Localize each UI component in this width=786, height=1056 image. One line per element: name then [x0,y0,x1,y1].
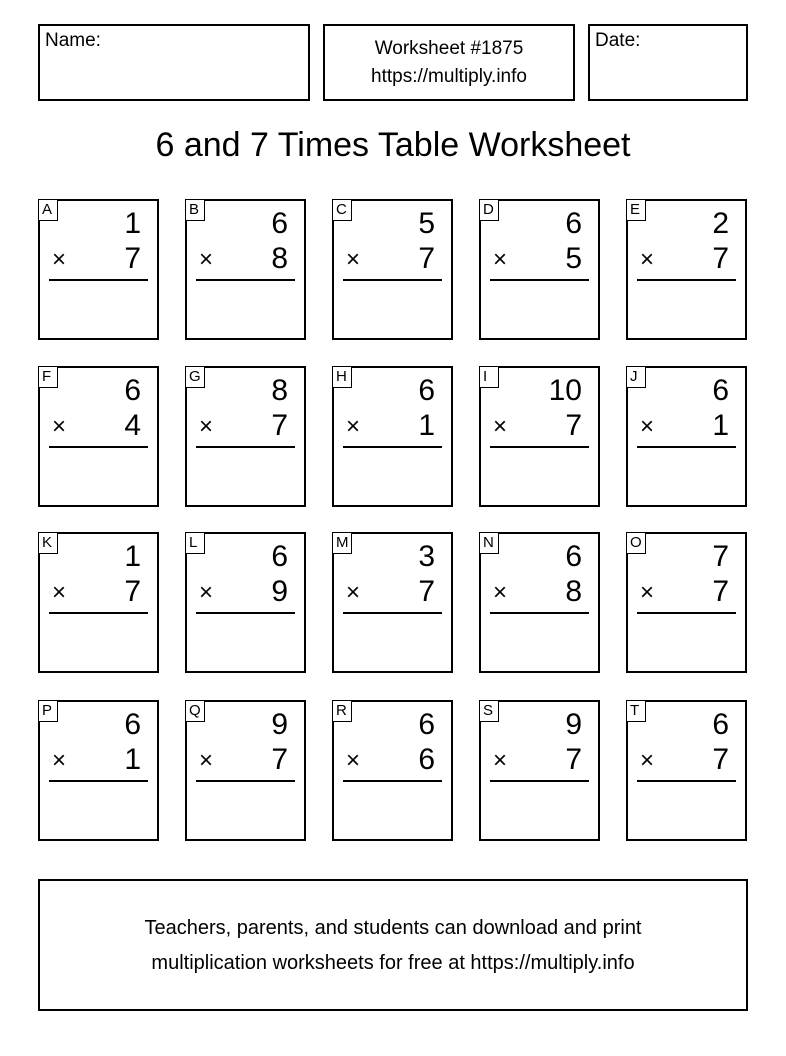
footer-line-1: Teachers, parents, and students can download and print [144,917,642,939]
problem-label: H [332,366,352,388]
multiplier: 7 [418,575,435,608]
answer-line [490,612,589,614]
multiplicand: 8 [271,374,288,407]
times-sign: × [199,246,214,273]
answer-line [637,612,736,614]
problem-label: R [332,700,352,722]
answer-line [49,279,148,281]
multiplicand: 1 [124,207,141,240]
times-sign: × [346,747,361,774]
multiplier: 4 [124,409,141,442]
answer-line [637,279,736,281]
problem-card-c[interactable] [332,199,453,340]
problem-label: E [626,199,646,221]
multiplicand: 10 [548,374,582,407]
answer-line [637,780,736,782]
times-sign: × [52,246,67,273]
answer-line [490,780,589,782]
times-sign: × [640,579,655,606]
problem-label: M [332,532,352,554]
answer-line [49,612,148,614]
times-sign: × [199,579,214,606]
problem-label: G [185,366,205,388]
problem-label: I [479,366,499,388]
problem-card-m[interactable] [332,532,453,673]
multiplicand: 6 [565,207,582,240]
problem-card-k[interactable] [38,532,159,673]
problem-label: J [626,366,646,388]
problem-label: K [38,532,58,554]
problem-label: B [185,199,205,221]
problem-label: T [626,700,646,722]
answer-line [637,446,736,448]
multiplicand: 6 [124,374,141,407]
multiplicand: 9 [565,708,582,741]
multiplier: 8 [271,242,288,275]
site-url: https://multiply.info [371,66,527,87]
multiplicand: 2 [712,207,729,240]
multiplicand: 1 [124,540,141,573]
times-sign: × [640,747,655,774]
multiplier: 7 [271,743,288,776]
problem-card-b[interactable] [185,199,306,340]
times-sign: × [493,747,508,774]
multiplier: 8 [565,575,582,608]
answer-line [49,780,148,782]
answer-line [343,446,442,448]
answer-line [49,446,148,448]
multiplier: 7 [124,575,141,608]
multiplicand: 6 [271,540,288,573]
answer-line [196,780,295,782]
multiplicand: 6 [712,374,729,407]
multiplicand: 7 [712,540,729,573]
times-sign: × [52,579,67,606]
problem-label: S [479,700,499,722]
multiplier: 1 [124,743,141,776]
problem-card-i[interactable] [479,366,600,507]
multiplicand: 6 [418,374,435,407]
answer-line [343,780,442,782]
multiplicand: 6 [712,708,729,741]
multiplier: 7 [712,575,729,608]
answer-line [490,446,589,448]
problem-card-l[interactable] [185,532,306,673]
multiplicand: 6 [124,708,141,741]
problem-label: C [332,199,352,221]
multiplier: 9 [271,575,288,608]
problem-card-g[interactable] [185,366,306,507]
multiplier: 5 [565,242,582,275]
answer-line [196,612,295,614]
multiplier: 1 [418,409,435,442]
problem-label: O [626,532,646,554]
multiplier: 7 [712,242,729,275]
problem-card-e[interactable] [626,199,747,340]
problem-card-o[interactable] [626,532,747,673]
name-field-box[interactable] [38,24,310,101]
multiplicand: 6 [418,708,435,741]
problem-card-q[interactable] [185,700,306,841]
problem-card-h[interactable] [332,366,453,507]
problem-label: N [479,532,499,554]
footer-line-2: multiplication worksheets for free at https://multiply.info [151,952,635,974]
footer-note [38,879,748,1011]
problem-card-t[interactable] [626,700,747,841]
times-sign: × [346,246,361,273]
problem-label: Q [185,700,205,722]
times-sign: × [640,246,655,273]
multiplier: 7 [712,743,729,776]
problem-card-a[interactable] [38,199,159,340]
answer-line [196,279,295,281]
multiplier: 7 [565,409,582,442]
date-label: Date: [595,30,641,51]
times-sign: × [199,413,214,440]
problem-card-d[interactable] [479,199,600,340]
answer-line [343,279,442,281]
problem-label: F [38,366,58,388]
multiplicand: 3 [418,540,435,573]
times-sign: × [493,579,508,606]
multiplicand: 6 [565,540,582,573]
times-sign: × [52,413,67,440]
problem-card-r[interactable] [332,700,453,841]
problem-card-j[interactable] [626,366,747,507]
problem-label: L [185,532,205,554]
problem-card-f[interactable] [38,366,159,507]
multiplicand: 5 [418,207,435,240]
problem-card-n[interactable] [479,532,600,673]
problem-card-p[interactable] [38,700,159,841]
multiplicand: 6 [271,207,288,240]
worksheet-number: Worksheet #1875 [374,38,524,59]
times-sign: × [493,413,508,440]
multiplicand: 9 [271,708,288,741]
answer-line [490,279,589,281]
times-sign: × [346,579,361,606]
page-title: 6 and 7 Times Table Worksheet [155,126,631,164]
problem-label: D [479,199,499,221]
times-sign: × [52,747,67,774]
multiplier: 7 [565,743,582,776]
times-sign: × [346,413,361,440]
multiplier: 7 [418,242,435,275]
multiplier: 7 [271,409,288,442]
date-field-box[interactable] [588,24,748,101]
multiplier: 1 [712,409,729,442]
answer-line [196,446,295,448]
multiplier: 7 [124,242,141,275]
times-sign: × [199,747,214,774]
times-sign: × [640,413,655,440]
problem-card-s[interactable] [479,700,600,841]
multiplier: 6 [418,743,435,776]
problem-label: P [38,700,58,722]
name-label: Name: [45,30,101,51]
worksheet-info-box [323,24,575,101]
problem-label: A [38,199,58,221]
answer-line [343,612,442,614]
times-sign: × [493,246,508,273]
